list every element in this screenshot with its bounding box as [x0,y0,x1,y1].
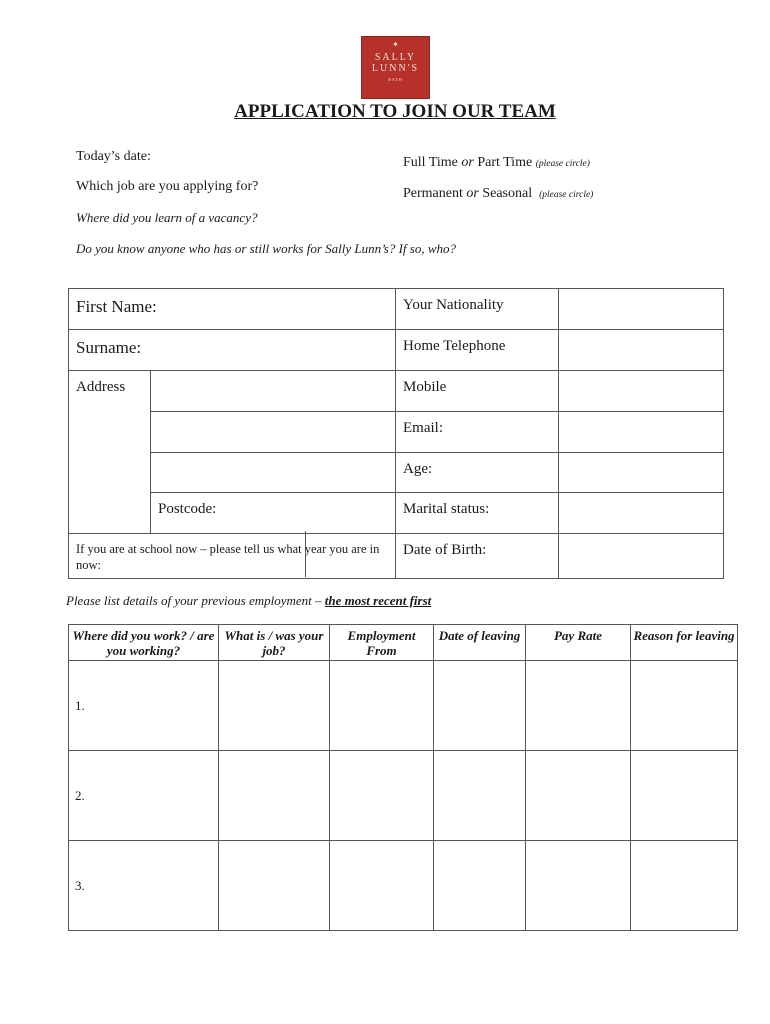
row-number-cell[interactable]: 3. [69,841,219,931]
employment-type-line [403,155,590,171]
please-circle-note: (please circle) [535,159,590,169]
address-line-2-field[interactable] [151,412,396,453]
date-leaving-cell[interactable] [434,661,526,751]
employment-history-table [68,624,738,931]
surname-label: Surname: [76,338,142,357]
todays-date-label: Today’s date: [76,149,151,164]
employment-from-cell[interactable] [330,751,434,841]
reason-leaving-cell[interactable] [631,661,738,751]
which-job-label: Which job are you applying for? [76,179,259,194]
nationality-field[interactable] [559,289,724,330]
job-cell[interactable] [219,661,330,751]
job-cell[interactable] [219,841,330,931]
pay-rate-cell[interactable] [526,841,631,931]
employment-intro-emphasis: the most recent first [324,593,432,608]
date-of-birth-field[interactable] [559,534,724,579]
employment-from-cell[interactable] [330,841,434,931]
reason-leaving-cell[interactable] [631,841,738,931]
mobile-field[interactable] [559,371,724,412]
job-cell[interactable] [219,751,330,841]
postcode-label: Postcode: [158,501,217,517]
header-pay-rate: Pay Rate [526,625,631,661]
age-field[interactable] [559,453,724,493]
logo-small-text: BATH [388,77,403,82]
know-anyone-label: Do you know anyone who has or still works for Sally Lunn’s? If so, who? [76,241,457,256]
part-time-option[interactable]: Part Time [477,155,533,170]
nationality-label: Your Nationality [396,289,559,330]
first-name-label: First Name: [76,297,157,316]
header-where-work: Where did you work? / are you working? [69,625,219,661]
marital-status-label: Marital status: [396,493,559,534]
page-title: APPLICATION TO JOIN OUR TEAM [234,101,556,122]
or-text: or [461,155,474,170]
home-telephone-field[interactable] [559,330,724,371]
address-line-3-field[interactable] [151,453,396,493]
row-number-cell[interactable]: 1. [69,661,219,751]
date-of-birth-label: Date of Birth: [396,534,559,579]
table-row [69,661,738,751]
postcode-field[interactable] [151,493,396,534]
header-reason-leaving: Reason for leaving [631,625,738,661]
date-leaving-cell[interactable] [434,841,526,931]
crest-icon: ✦ [392,40,399,49]
age-label: Age: [396,453,559,493]
address-line-1-field[interactable] [151,371,396,412]
email-field[interactable] [559,412,724,453]
header-employment-from: Employment From [330,625,434,661]
logo-text-line1: SALLY [374,52,417,63]
or-text: or [466,186,479,201]
mobile-label: Mobile [396,371,559,412]
home-telephone-label: Home Telephone [396,330,559,371]
pay-rate-cell[interactable] [526,751,631,841]
please-circle-note: (please circle) [539,190,594,200]
pay-rate-cell[interactable] [526,661,631,751]
company-logo [361,36,430,99]
full-time-option[interactable]: Full Time [403,155,458,170]
table-row [69,841,738,931]
contract-type-line [403,186,593,202]
reason-leaving-cell[interactable] [631,751,738,841]
email-label: Email: [396,412,559,453]
address-label: Address [69,371,151,534]
surname-field[interactable] [69,330,396,371]
logo-text-line2: LUNN'S [371,63,420,74]
where-learn-label: Where did you learn of a vacancy? [76,210,258,225]
date-leaving-cell[interactable] [434,751,526,841]
employment-intro-text: Please list details of your previous employment – [66,593,325,608]
seasonal-option[interactable]: Seasonal [482,186,533,201]
employment-from-cell[interactable] [330,661,434,751]
row-number-cell[interactable]: 2. [69,751,219,841]
school-year-field[interactable] [305,531,396,577]
header-job: What is / was your job? [219,625,330,661]
first-name-field[interactable] [69,289,396,330]
permanent-option[interactable]: Permanent [403,186,463,201]
table-row [69,751,738,841]
school-year-label: If you are at school now – please tell us what year you are in now: [69,534,396,579]
personal-details-table [68,288,724,579]
marital-status-field[interactable] [559,493,724,534]
header-date-leaving: Date of leaving [434,625,526,661]
employment-intro [66,593,431,609]
